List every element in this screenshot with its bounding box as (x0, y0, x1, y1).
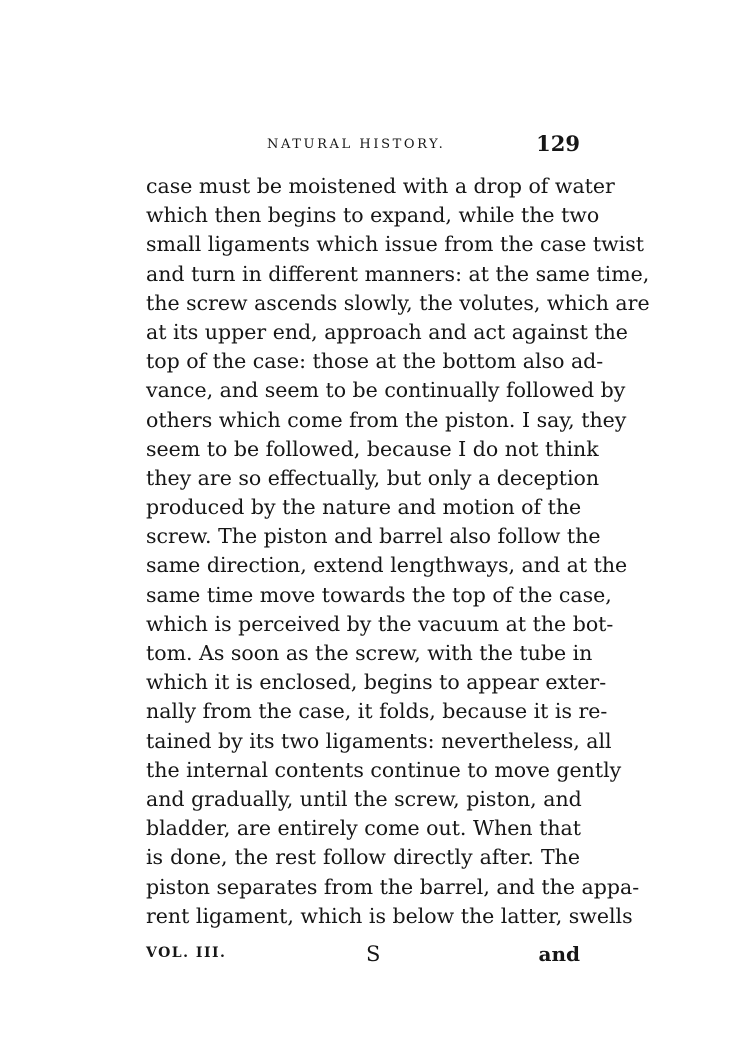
body-text (146, 172, 650, 931)
text-line: which it is enclosed, begins to appear exter- (146, 670, 607, 695)
page-number: 129 (536, 131, 580, 156)
text-line: they are so effectually, but only a deception (146, 465, 600, 490)
text-line: vance, and seem to be continually followed by (146, 378, 626, 403)
catchword: and (538, 942, 580, 966)
text-line: produced by the nature and motion of the (146, 495, 582, 520)
text-line: small ligaments which issue from the case twist (146, 232, 645, 257)
text-line: which then begins to expand, while the two (146, 203, 600, 228)
text-line: top of the case: those at the bottom also ad- (146, 349, 604, 374)
text-line: is done, the rest follow directly after. The (146, 845, 580, 870)
page-footer (146, 942, 580, 972)
running-head (146, 133, 580, 165)
text-line: the screw ascends slowly, the volutes, which are (146, 290, 650, 315)
text-line: case must be moistened with a drop of water (146, 174, 615, 198)
text-line: seem to be followed, because I do not think (146, 436, 599, 461)
text-line: others which come from the piston. I say, they (146, 407, 627, 432)
text-line: which is perceived by the vacuum at the bot- (146, 611, 614, 636)
text-line: same time move towards the top of the case, (146, 582, 612, 607)
text-line: same direction, extend lengthways, and at the (146, 553, 628, 578)
running-title: NATURAL HISTORY. (267, 137, 446, 152)
text-line: tom. As soon as the screw, with the tube in (146, 641, 593, 665)
text-line: and gradually, until the screw, piston, and (146, 786, 582, 811)
text-line: piston separates from the barrel, and the appa- (146, 874, 640, 899)
signature-mark: S (366, 942, 381, 966)
text-line: tained by its two ligaments: nevertheless, all (146, 728, 612, 753)
text-line: screw. The piston and barrel also follow the (146, 524, 601, 549)
text-line: and turn in different manners: at the same time, (146, 261, 650, 286)
text-line: bladder, are entirely come out. When that (146, 816, 581, 841)
text-line: the internal contents continue to move gently (146, 757, 622, 782)
text-line: nally from the case, it folds, because it is re- (146, 699, 608, 724)
text-line: at its upper end, approach and act against the (146, 319, 628, 344)
volume-label: VOL. III. (146, 945, 227, 961)
text-line: rent ligament, which is below the latter, swells (146, 903, 633, 928)
